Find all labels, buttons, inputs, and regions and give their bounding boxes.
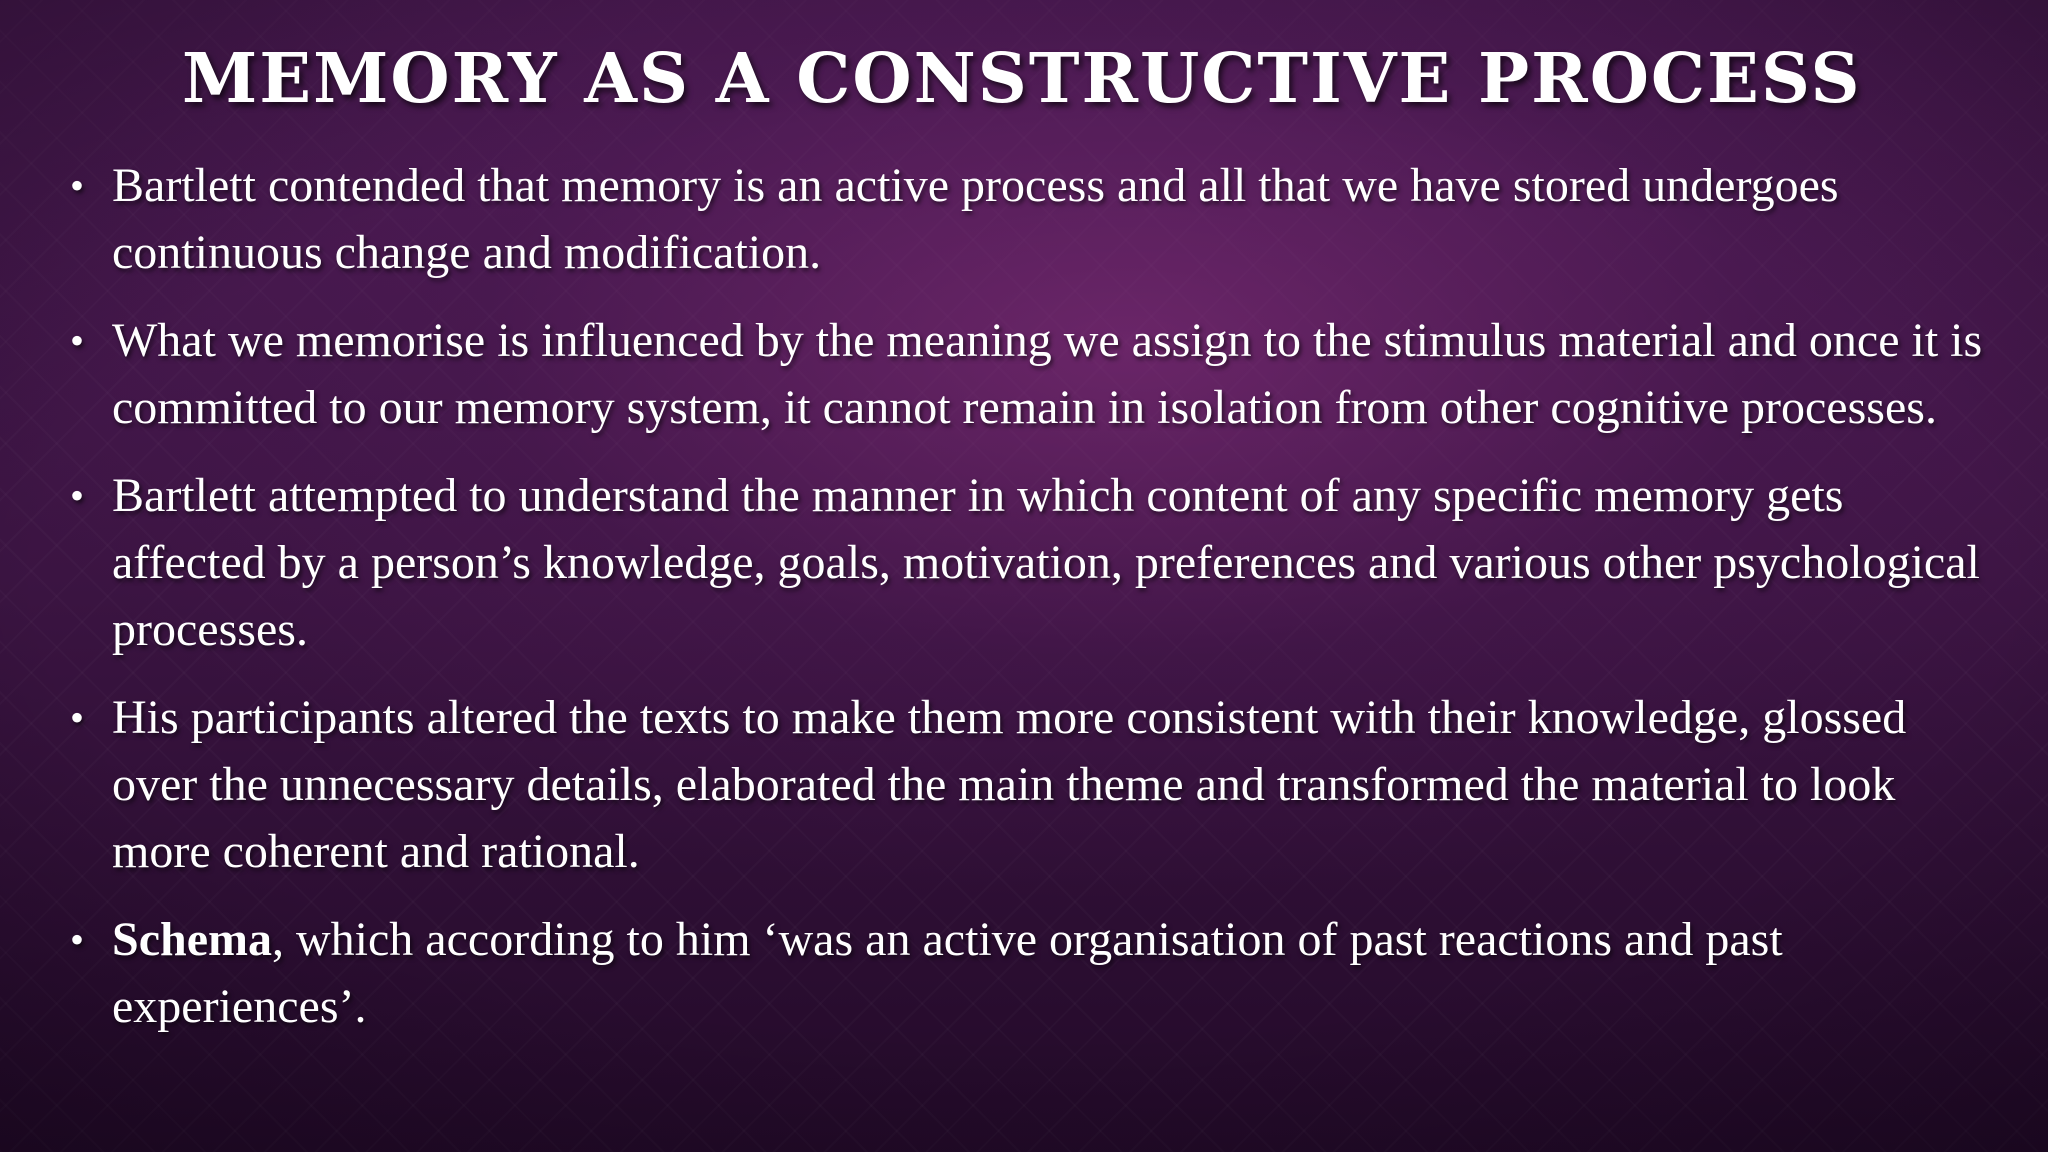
bullet-text: What we memorise is influenced by the meaning we assign to the stimulus material and once it is committed to our memory system, it cannot remain in isolation from other cognitive processes. — [112, 314, 1983, 434]
bullet-text: Bartlett attempted to understand the manner in which content of any specific memory gets affected by a person’s knowledge, goals, motivation, preferences and various other psychological processes. — [112, 469, 1980, 656]
bullet-text: , which according to him ‘was an active organisation of past reactions and past experiences’. — [112, 913, 1783, 1033]
bullet-dot-icon: • — [70, 318, 85, 363]
bullet-item — [68, 152, 1988, 286]
bullet-dot-icon: • — [70, 163, 85, 208]
bullet-item — [68, 684, 1988, 885]
bullet-item — [68, 906, 1988, 1040]
bullet-dot-icon: • — [70, 473, 85, 518]
bullet-dot-icon: • — [70, 695, 85, 740]
bullet-list — [68, 152, 1988, 1061]
bullet-dot-icon: • — [70, 917, 85, 962]
bullet-item — [68, 462, 1988, 663]
bullet-text: Bartlett contended that memory is an active process and all that we have stored undergoes continuous change and modification. — [112, 159, 1839, 279]
bullet-item — [68, 307, 1988, 441]
bullet-text: His participants altered the texts to make them more consistent with their knowledge, glossed over the unnecessary details, elaborated the main theme and transformed the material to look more coherent and rational. — [112, 691, 1907, 878]
slide-title: MEMORY AS A CONSTRUCTIVE PROCESS — [182, 39, 1862, 119]
bullet-bold-term: Schema — [112, 913, 272, 966]
